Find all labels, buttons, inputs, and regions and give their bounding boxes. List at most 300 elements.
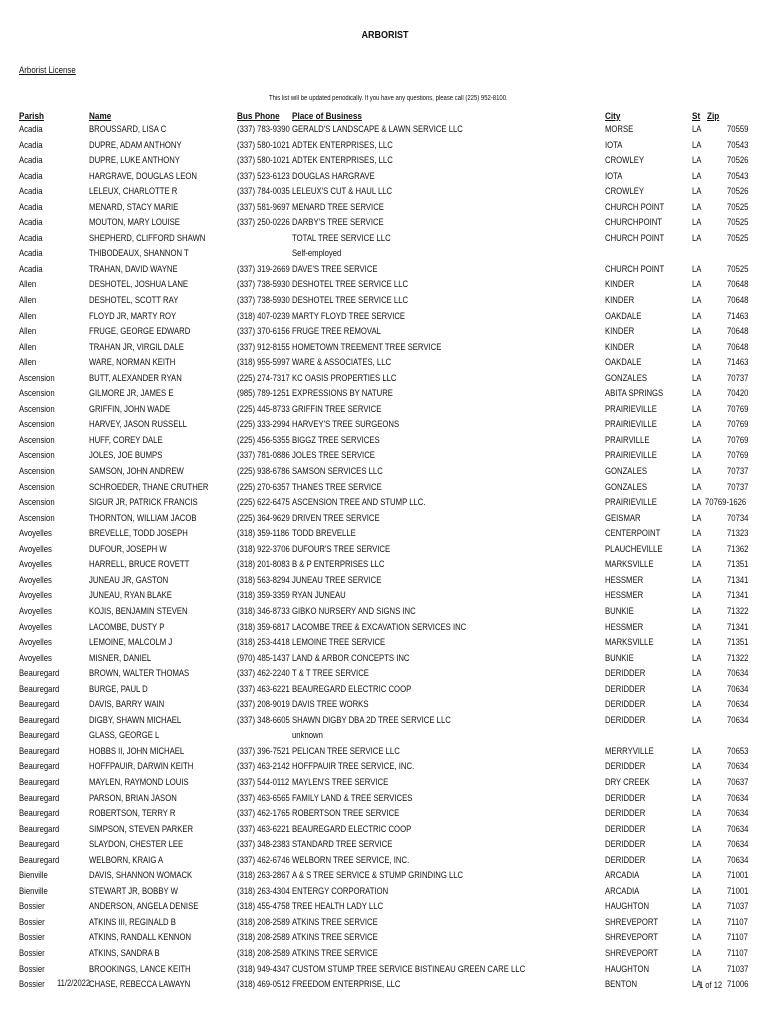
cell-parish: Acadia [19, 155, 43, 166]
cell-state: LA [692, 870, 702, 881]
cell-name: HARGRAVE, DOUGLAS LEON [89, 170, 197, 181]
cell-name: SAMSON, JOHN ANDREW [89, 466, 184, 477]
cell-city: PRAIRIEVILLE [605, 403, 657, 414]
cell-zip: 70737 [727, 481, 749, 492]
cell-bus-phone: (337) 544-0112 [237, 776, 290, 787]
cell-place-of-business: ROBERTSON TREE SERVICE [292, 808, 400, 819]
table-row [0, 793, 770, 809]
cell-parish: Beauregard [19, 668, 60, 679]
cell-bus-phone: (225) 622-6475 [237, 497, 290, 508]
cell-place-of-business: DESHOTEL TREE SERVICE LLC [292, 279, 409, 290]
cell-zip: 71001 [727, 870, 749, 881]
cell-place-of-business: ADTEK ENTERPRISES, LLC [292, 155, 393, 166]
cell-place-of-business: FRUGE TREE REMOVAL [292, 326, 381, 337]
cell-zip: 70525 [727, 201, 749, 212]
table-row [0, 155, 770, 171]
cell-name: MISNER, DANIEL [89, 652, 152, 663]
cell-name: LELEUX, CHARLOTTE R [89, 186, 178, 197]
cell-zip: 70737 [727, 372, 749, 383]
cell-name: GRIFFIN, JOHN WADE [89, 403, 171, 414]
cell-parish: Acadia [19, 217, 43, 228]
cell-bus-phone: (318) 949-4347 [237, 963, 290, 974]
cell-bus-phone: (337) 348-2383 [237, 839, 290, 850]
cell-place-of-business: FREEDOM ENTERPRISE, LLC [292, 979, 401, 990]
cell-name: ATKINS III, REGINALD B [89, 916, 176, 927]
cell-place-of-business: GERALD'S LANDSCAPE & LAWN SERVICE LLC [292, 124, 463, 134]
cell-city: OAKDALE [605, 357, 642, 368]
cell-city: CROWLEY [605, 186, 645, 197]
cell-parish: Beauregard [19, 699, 60, 710]
cell-city: ARCADIA [605, 870, 640, 881]
cell-state: LA [692, 652, 702, 663]
cell-city: PRAIRIEVILLE [605, 497, 657, 508]
cell-parish: Beauregard [19, 792, 60, 803]
cell-name: DUFOUR, JOSEPH W [89, 543, 167, 554]
cell-city: CROWLEY [605, 155, 645, 166]
cell-zip: 71341 [727, 621, 749, 632]
cell-place-of-business: HARVEY'S TREE SURGEONS [292, 419, 400, 430]
cell-place-of-business: WARE & ASSOCIATES, LLC [292, 357, 392, 368]
cell-bus-phone: (337) 208-9019 [237, 699, 290, 710]
cell-state: LA [692, 808, 702, 819]
cell-parish: Allen [19, 341, 37, 352]
cell-bus-phone: (337) 581-9697 [237, 201, 290, 212]
table-row [0, 373, 770, 389]
cell-parish: Bossier [19, 979, 45, 990]
table-row [0, 870, 770, 886]
cell-zip: 70525 [727, 217, 749, 228]
cell-parish: Beauregard [19, 854, 60, 865]
cell-parish: Beauregard [19, 714, 60, 725]
cell-bus-phone: (337) 462-6746 [237, 854, 290, 865]
table-row [0, 637, 770, 653]
cell-place-of-business: BIGGZ TREE SERVICES [292, 434, 380, 445]
cell-city: MORSE [605, 124, 634, 134]
document-title: ARBORIST [361, 30, 409, 41]
cell-state: LA [692, 434, 702, 445]
cell-name: HOBBS II, JOHN MICHAEL [89, 745, 185, 756]
cell-bus-phone: (318) 201-8083 [237, 559, 290, 570]
cell-bus-phone: (337) 463-6221 [237, 823, 290, 834]
cell-parish: Ascension [19, 388, 55, 399]
cell-city: MARKSVILLE [605, 559, 654, 570]
cell-name: TRAHAN, DAVID WAYNE [89, 263, 178, 274]
cell-name: WELBORN, KRAIG A [89, 854, 164, 865]
table-row [0, 202, 770, 218]
cell-bus-phone: (318) 253-4418 [237, 637, 290, 648]
cell-city: GEISMAR [605, 512, 641, 523]
cell-name: HARVEY, JASON RUSSELL [89, 419, 187, 430]
table-row [0, 746, 770, 762]
cell-zip: 71323 [727, 528, 749, 539]
footer-date: 11/2/2022 [57, 978, 91, 988]
header-zip: Zip [707, 111, 720, 122]
cell-state: LA [692, 683, 702, 694]
table-row [0, 699, 770, 715]
cell-city: SHREVEPORT [605, 916, 659, 927]
cell-city: PRAIRIEVILLE [605, 450, 657, 461]
table-row [0, 653, 770, 669]
table-row [0, 248, 770, 264]
cell-city: PRAIRIEVILLE [605, 419, 657, 430]
cell-name: SCHROEDER, THANE CRUTHER [89, 481, 209, 492]
cell-city: SHREVEPORT [605, 932, 659, 943]
cell-parish: Allen [19, 295, 37, 306]
cell-name: CHASE, REBECCA LAWAYN [89, 979, 191, 990]
cell-name: BUTT, ALEXANDER RYAN [89, 372, 182, 383]
cell-place-of-business: JOLES TREE SERVICE [292, 450, 375, 461]
cell-parish: Allen [19, 279, 37, 290]
cell-state: LA [692, 528, 702, 539]
cell-state: LA [692, 823, 702, 834]
cell-zip: 71463 [727, 357, 749, 368]
cell-parish: Acadia [19, 248, 43, 259]
cell-place-of-business: HOFFPAUIR TREE SERVICE, INC. [292, 761, 415, 772]
cell-state: LA [692, 388, 702, 399]
cell-parish: Bienville [19, 870, 48, 881]
cell-bus-phone: (318) 208-2589 [237, 932, 290, 943]
table-row [0, 730, 770, 746]
cell-city: DERIDDER [605, 668, 646, 679]
cell-place-of-business: DARBY'S TREE SERVICE [292, 217, 384, 228]
cell-bus-phone: (318) 469-0512 [237, 979, 290, 990]
table-row [0, 450, 770, 466]
cell-zip: 70648 [727, 341, 749, 352]
cell-zip: 70543 [727, 139, 749, 150]
cell-name: FRUGE, GEORGE EDWARD [89, 326, 191, 337]
cell-place-of-business: ATKINS TREE SERVICE [292, 947, 378, 958]
cell-name: SIGUR JR, PATRICK FRANCIS [89, 497, 198, 508]
cell-city: IOTA [605, 170, 623, 181]
table-row [0, 824, 770, 840]
cell-bus-phone: (318) 346-8733 [237, 605, 290, 616]
cell-name: LEMOINE, MALCOLM J [89, 637, 173, 648]
cell-zip: 71322 [727, 652, 749, 663]
cell-place-of-business: ASCENSION TREE AND STUMP LLC. [292, 497, 426, 508]
cell-bus-phone: (318) 407-0239 [237, 310, 290, 321]
table-row [0, 497, 770, 513]
cell-zip: 70634 [727, 699, 749, 710]
cell-name: SIMPSON, STEVEN PARKER [89, 823, 194, 834]
header-bus-phone: Bus Phone [237, 111, 280, 122]
table-row [0, 777, 770, 793]
cell-city: GONZALES [605, 481, 648, 492]
footer-page-number: 1 of 12 [699, 980, 723, 990]
cell-parish: Allen [19, 357, 37, 368]
cell-city: DERIDDER [605, 683, 646, 694]
cell-place-of-business: TODD BREVELLE [292, 528, 356, 539]
cell-city: OAKDALE [605, 310, 642, 321]
cell-place-of-business: ATKINS TREE SERVICE [292, 916, 378, 927]
cell-state: LA [692, 745, 702, 756]
cell-state: LA [692, 263, 702, 274]
cell-bus-phone: (337) 463-6221 [237, 683, 290, 694]
cell-state: LA [692, 512, 702, 523]
cell-bus-phone: (225) 333-2994 [237, 419, 290, 430]
cell-place-of-business: LEMOINE TREE SERVICE [292, 637, 386, 648]
cell-zip: 70769-1626 [705, 497, 747, 508]
cell-parish: Avoyelles [19, 574, 52, 585]
cell-zip: 71362 [727, 543, 749, 554]
cell-bus-phone: (337) 738-5930 [237, 279, 290, 290]
cell-zip: 70525 [727, 232, 749, 243]
table-row [0, 948, 770, 964]
cell-place-of-business: SAMSON SERVICES LLC [292, 466, 383, 477]
header-state: St [692, 111, 701, 122]
cell-name: BURGE, PAUL D [89, 683, 148, 694]
cell-parish: Ascension [19, 434, 55, 445]
table-row [0, 901, 770, 917]
cell-state: LA [692, 559, 702, 570]
cell-state: LA [692, 466, 702, 477]
cell-city: MARKSVILLE [605, 637, 654, 648]
cell-parish: Bienville [19, 885, 48, 896]
cell-state: LA [692, 357, 702, 368]
cell-parish: Ascension [19, 450, 55, 461]
cell-city: IOTA [605, 139, 623, 150]
cell-state: LA [692, 776, 702, 787]
table-row [0, 590, 770, 606]
cell-parish: Allen [19, 310, 37, 321]
cell-parish: Acadia [19, 139, 43, 150]
cell-city: HAUGHTON [605, 963, 650, 974]
cell-zip: 70737 [727, 466, 749, 477]
cell-state: LA [692, 854, 702, 865]
cell-name: ROBERTSON, TERRY R [89, 808, 176, 819]
cell-bus-phone: (337) 396-7521 [237, 745, 290, 756]
cell-zip: 71107 [727, 932, 748, 943]
cell-state: LA [692, 605, 702, 616]
table-row [0, 295, 770, 311]
cell-place-of-business: TREE HEALTH LADY LLC [292, 901, 384, 912]
table-row [0, 886, 770, 902]
cell-city: HAUGHTON [605, 901, 650, 912]
cell-name: DESHOTEL, SCOTT RAY [89, 295, 179, 306]
cell-bus-phone: (318) 263-2867 [237, 870, 290, 881]
cell-bus-phone: (318) 455-4758 [237, 901, 290, 912]
cell-city: DERIDDER [605, 839, 646, 850]
cell-name: JOLES, JOE BUMPS [89, 450, 163, 461]
cell-city: DERIDDER [605, 823, 646, 834]
cell-place-of-business: KC OASIS PROPERTIES LLC [292, 372, 397, 383]
table-row [0, 326, 770, 342]
cell-city: DERIDDER [605, 792, 646, 803]
cell-zip: 70634 [727, 714, 749, 725]
cell-name: MAYLEN, RAYMOND LOUIS [89, 776, 189, 787]
table-row [0, 917, 770, 933]
cell-state: LA [692, 901, 702, 912]
cell-city: HESSMER [605, 621, 644, 632]
cell-name: SLAYDON, CHESTER LEE [89, 839, 184, 850]
cell-name: THIBODEAUX, SHANNON T [89, 248, 189, 259]
cell-bus-phone: (337) 580-1021 [237, 155, 290, 166]
cell-state: LA [692, 932, 702, 943]
cell-bus-phone: (985) 789-1251 [237, 388, 290, 399]
cell-state: LA [692, 403, 702, 414]
cell-name: ATKINS, RANDALL KENNON [89, 932, 192, 943]
cell-state: LA [692, 450, 702, 461]
cell-place-of-business: DAVIS TREE WORKS [292, 699, 369, 710]
cell-state: LA [692, 714, 702, 725]
table-row [0, 606, 770, 622]
cell-place-of-business: BEAUREGARD ELECTRIC COOP [292, 683, 412, 694]
cell-bus-phone: (337) 580-1021 [237, 139, 290, 150]
cell-place-of-business: DRIVEN TREE SERVICE [292, 512, 380, 523]
cell-parish: Acadia [19, 124, 43, 134]
cell-zip: 70526 [727, 186, 749, 197]
cell-parish: Beauregard [19, 823, 60, 834]
table-row [0, 482, 770, 498]
cell-bus-phone: (318) 208-2589 [237, 947, 290, 958]
cell-city: DERIDDER [605, 808, 646, 819]
cell-zip: 70634 [727, 683, 749, 694]
cell-zip: 71001 [727, 885, 749, 896]
cell-zip: 70648 [727, 295, 749, 306]
table-row [0, 513, 770, 529]
cell-name: GLASS, GEORGE L [89, 730, 160, 741]
cell-parish: Acadia [19, 170, 43, 181]
cell-name: HUFF, COREY DALE [89, 434, 163, 445]
cell-parish: Beauregard [19, 730, 60, 741]
cell-parish: Avoyelles [19, 543, 52, 554]
cell-place-of-business: A & S TREE SERVICE & STUMP GRINDING LLC [292, 870, 464, 881]
cell-name: MENARD, STACY MARIE [89, 201, 179, 212]
license-type-label: Arborist License [19, 65, 76, 75]
cell-city: GONZALES [605, 466, 648, 477]
cell-zip: 70420 [727, 388, 749, 399]
cell-place-of-business: GIBKO NURSERY AND SIGNS INC [292, 605, 416, 616]
cell-city: KINDER [605, 326, 635, 337]
cell-name: DIGBY, SHAWN MICHAEL [89, 714, 182, 725]
table-row [0, 964, 770, 980]
cell-name: HARRELL, BRUCE ROVETT [89, 559, 190, 570]
cell-state: LA [692, 481, 702, 492]
cell-bus-phone: (225) 456-5355 [237, 434, 290, 445]
cell-zip: 70634 [727, 854, 749, 865]
cell-parish: Bossier [19, 916, 45, 927]
cell-bus-phone: (225) 364-9629 [237, 512, 290, 523]
cell-zip: 71463 [727, 310, 749, 321]
cell-place-of-business: CUSTOM STUMP TREE SERVICE BISTINEAU GREEN CARE LLC [292, 963, 526, 974]
cell-place-of-business: STANDARD TREE SERVICE [292, 839, 393, 850]
cell-place-of-business: TOTAL TREE SERVICE LLC [292, 232, 391, 243]
table-row [0, 839, 770, 855]
table-row [0, 311, 770, 327]
cell-place-of-business: Self-employed [292, 248, 342, 259]
cell-state: LA [692, 372, 702, 383]
cell-city: HESSMER [605, 590, 644, 601]
cell-bus-phone: (337) 250-0226 [237, 217, 290, 228]
cell-city: CHURCHPOINT [605, 217, 663, 228]
table-row [0, 528, 770, 544]
cell-city: DERIDDER [605, 761, 646, 772]
cell-city: PRAIRVILLE [605, 434, 650, 445]
cell-zip: 71322 [727, 605, 749, 616]
cell-place-of-business: ADTEK ENTERPRISES, LLC [292, 139, 393, 150]
cell-name: SHEPHERD, CLIFFORD SHAWN [89, 232, 206, 243]
cell-bus-phone: (318) 359-1186 [237, 528, 290, 539]
cell-bus-phone: (318) 359-3359 [237, 590, 290, 601]
cell-parish: Ascension [19, 512, 55, 523]
cell-city: GONZALES [605, 372, 648, 383]
cell-place-of-business: LAND & ARBOR CONCEPTS INC [292, 652, 410, 663]
cell-bus-phone: (318) 359-6817 [237, 621, 290, 632]
table-row [0, 808, 770, 824]
cell-zip: 70648 [727, 279, 749, 290]
table-row [0, 171, 770, 187]
cell-zip: 70769 [727, 419, 749, 430]
cell-name: MOUTON, MARY LOUISE [89, 217, 180, 228]
cell-bus-phone: (225) 274-7317 [237, 372, 290, 383]
cell-state: LA [692, 139, 702, 150]
cell-parish: Acadia [19, 186, 43, 197]
cell-state: LA [692, 217, 702, 228]
cell-state: LA [692, 637, 702, 648]
cell-city: ARCADIA [605, 885, 640, 896]
cell-bus-phone: (337) 462-1765 [237, 808, 290, 819]
table-row [0, 575, 770, 591]
table-row [0, 979, 770, 995]
cell-bus-phone: (337) 523-6123 [237, 170, 290, 181]
cell-zip: 71341 [727, 574, 749, 585]
cell-name: THORNTON, WILLIAM JACOB [89, 512, 197, 523]
table-row [0, 932, 770, 948]
cell-parish: Avoyelles [19, 590, 52, 601]
cell-name: GILMORE JR, JAMES E [89, 388, 174, 399]
cell-name: JUNEAU, RYAN BLAKE [89, 590, 172, 601]
cell-state: LA [692, 232, 702, 243]
cell-state: LA [692, 761, 702, 772]
cell-name: FLOYD JR, MARTY ROY [89, 310, 177, 321]
cell-bus-phone: (318) 263-4304 [237, 885, 290, 896]
table-row [0, 684, 770, 700]
cell-state: LA [692, 295, 702, 306]
cell-name: BROWN, WALTER THOMAS [89, 668, 190, 679]
cell-parish: Avoyelles [19, 621, 52, 632]
table-row [0, 715, 770, 731]
cell-zip: 70769 [727, 434, 749, 445]
cell-place-of-business: PELICAN TREE SERVICE LLC [292, 745, 400, 756]
cell-parish: Acadia [19, 232, 43, 243]
cell-city: DERIDDER [605, 699, 646, 710]
arborist-table-body [0, 124, 770, 995]
cell-zip: 71351 [727, 637, 749, 648]
update-note: This list will be updated periodically. If you have any questions, please call (225) 952-8100. [269, 95, 508, 102]
cell-city: ABITA SPRINGS [605, 388, 664, 399]
cell-zip: 70634 [727, 761, 749, 772]
cell-place-of-business: DUFOUR'S TREE SERVICE [292, 543, 391, 554]
cell-parish: Bossier [19, 932, 45, 943]
cell-parish: Beauregard [19, 761, 60, 772]
cell-parish: Ascension [19, 419, 55, 430]
cell-city: KINDER [605, 295, 635, 306]
cell-state: LA [692, 497, 702, 508]
cell-name: DESHOTEL, JOSHUA LANE [89, 279, 189, 290]
cell-bus-phone: (337) 781-0886 [237, 450, 290, 461]
cell-place-of-business: JUNEAU TREE SERVICE [292, 574, 382, 585]
table-row [0, 233, 770, 249]
cell-bus-phone: (337) 319-2669 [237, 263, 290, 274]
cell-bus-phone: (337) 783-9390 [237, 124, 290, 134]
cell-bus-phone: (318) 922-3706 [237, 543, 290, 554]
cell-city: CENTERPOINT [605, 528, 661, 539]
table-row [0, 559, 770, 575]
cell-state: LA [692, 170, 702, 181]
header-parish: Parish [19, 111, 44, 122]
cell-zip: 70543 [727, 170, 749, 181]
cell-name: BROOKINGS, LANCE KEITH [89, 963, 191, 974]
cell-zip: 70634 [727, 823, 749, 834]
